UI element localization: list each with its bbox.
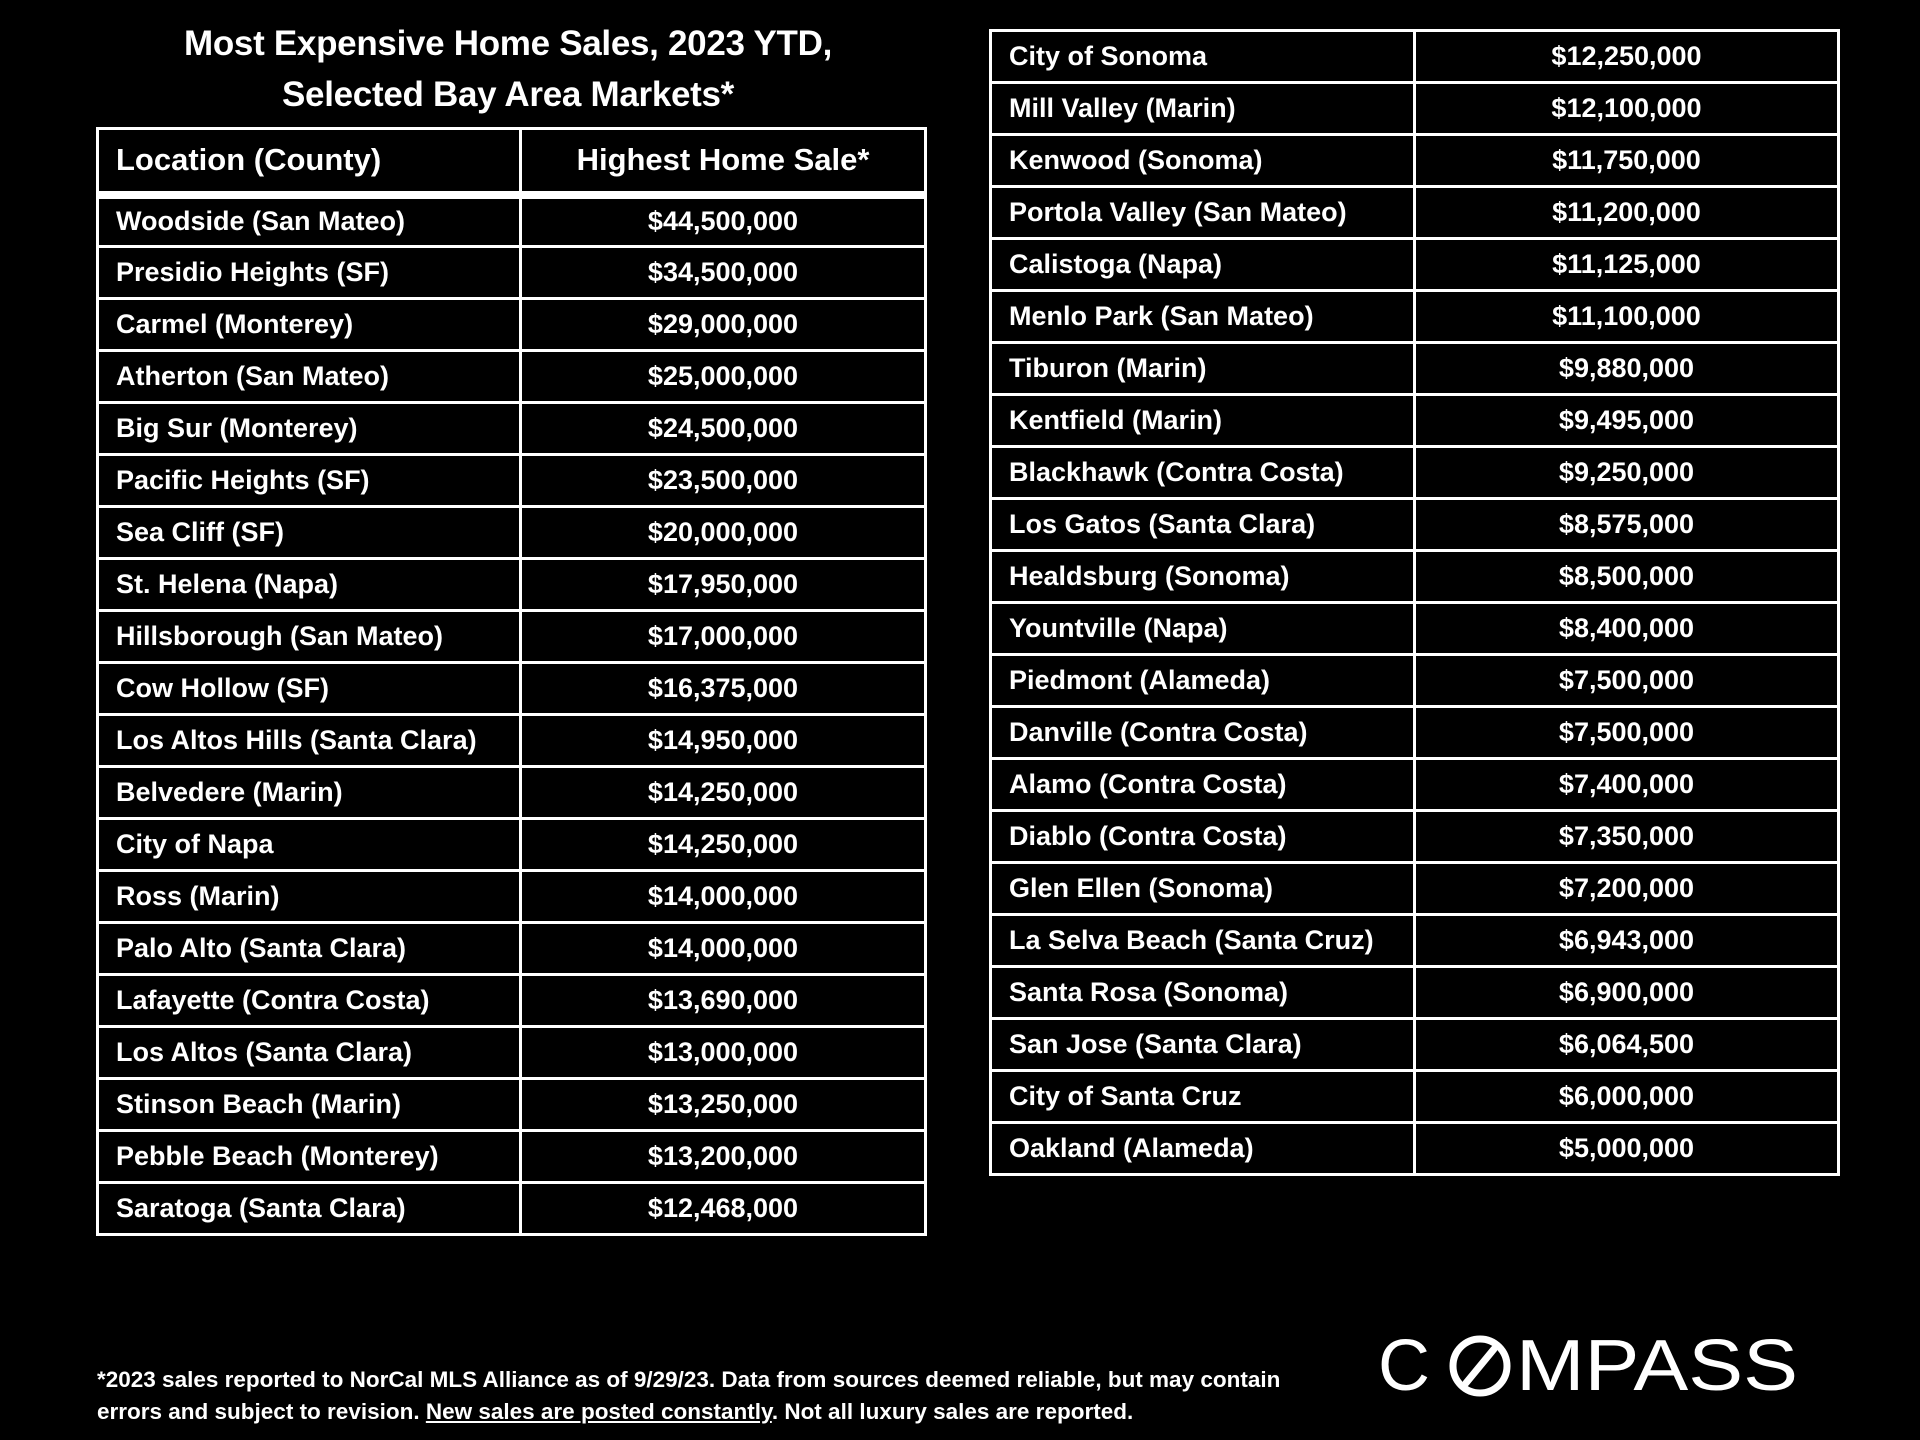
title-line-2: Selected Bay Area Markets* xyxy=(282,75,734,114)
table-row xyxy=(991,915,1839,967)
sale-price-cell: $13,690,000 xyxy=(521,975,926,1027)
location-cell: Stinson Beach (Marin) xyxy=(98,1079,521,1131)
location-cell: Palo Alto (Santa Clara) xyxy=(98,923,521,975)
location-cell: City of Sonoma xyxy=(991,31,1415,83)
sale-price-cell: $7,400,000 xyxy=(1415,759,1839,811)
table-row xyxy=(991,1123,1839,1175)
logo-letters-mpass: MPASS xyxy=(1516,1328,1798,1404)
location-cell: Glen Ellen (Sonoma) xyxy=(991,863,1415,915)
location-cell: Piedmont (Alameda) xyxy=(991,655,1415,707)
sale-price-cell: $14,250,000 xyxy=(521,767,926,819)
sale-price-cell: $5,000,000 xyxy=(1415,1123,1839,1175)
table-row xyxy=(991,967,1839,1019)
sale-price-cell: $6,064,500 xyxy=(1415,1019,1839,1071)
location-cell: Danville (Contra Costa) xyxy=(991,707,1415,759)
sale-price-cell: $6,900,000 xyxy=(1415,967,1839,1019)
table-row xyxy=(991,291,1839,343)
location-cell: City of Santa Cruz xyxy=(991,1071,1415,1123)
sale-price-cell: $11,750,000 xyxy=(1415,135,1839,187)
sale-price-cell: $23,500,000 xyxy=(521,455,926,507)
table-row xyxy=(991,1071,1839,1123)
location-cell: Diablo (Contra Costa) xyxy=(991,811,1415,863)
sale-price-cell: $12,468,000 xyxy=(521,1183,926,1235)
location-cell: Carmel (Monterey) xyxy=(98,299,521,351)
sale-price-cell: $29,000,000 xyxy=(521,299,926,351)
location-cell: City of Napa xyxy=(98,819,521,871)
sale-price-cell: $14,950,000 xyxy=(521,715,926,767)
location-cell: Oakland (Alameda) xyxy=(991,1123,1415,1175)
location-cell: Kenwood (Sonoma) xyxy=(991,135,1415,187)
location-cell: Atherton (San Mateo) xyxy=(98,351,521,403)
table-row xyxy=(991,187,1839,239)
table-row xyxy=(98,663,926,715)
location-cell: San Jose (Santa Clara) xyxy=(991,1019,1415,1071)
compass-logo xyxy=(1378,1328,1798,1404)
location-cell: Portola Valley (San Mateo) xyxy=(991,187,1415,239)
table-row xyxy=(98,1183,926,1235)
table-row xyxy=(98,507,926,559)
location-cell: Presidio Heights (SF) xyxy=(98,247,521,299)
location-cell: La Selva Beach (Santa Cruz) xyxy=(991,915,1415,967)
sale-price-cell: $8,500,000 xyxy=(1415,551,1839,603)
table-row xyxy=(98,195,926,247)
table-row xyxy=(991,863,1839,915)
table-row xyxy=(991,343,1839,395)
sale-price-cell: $11,200,000 xyxy=(1415,187,1839,239)
sale-price-cell: $44,500,000 xyxy=(521,195,926,247)
table-row xyxy=(98,351,926,403)
sale-price-cell: $13,250,000 xyxy=(521,1079,926,1131)
sale-price-cell: $7,350,000 xyxy=(1415,811,1839,863)
sale-price-cell: $9,495,000 xyxy=(1415,395,1839,447)
footnote-text-start: *2023 sales reported to NorCal MLS Alliance as of 9/29/23. Data from sources deemed reliable, but may contain errors and subject to revision. xyxy=(97,1367,1281,1424)
table-row xyxy=(98,871,926,923)
table-row xyxy=(98,1079,926,1131)
location-cell: Hillsborough (San Mateo) xyxy=(98,611,521,663)
location-cell: Santa Rosa (Sonoma) xyxy=(991,967,1415,1019)
sale-price-cell: $17,000,000 xyxy=(521,611,926,663)
table-header-row xyxy=(98,129,926,195)
location-cell: Sea Cliff (SF) xyxy=(98,507,521,559)
table-row xyxy=(991,603,1839,655)
sale-price-cell: $6,000,000 xyxy=(1415,1071,1839,1123)
sale-price-cell: $20,000,000 xyxy=(521,507,926,559)
column-header-sale: Highest Home Sale* xyxy=(521,129,926,195)
table-row xyxy=(991,707,1839,759)
location-cell: Pebble Beach (Monterey) xyxy=(98,1131,521,1183)
location-cell: Belvedere (Marin) xyxy=(98,767,521,819)
table-row xyxy=(98,715,926,767)
sale-price-cell: $9,250,000 xyxy=(1415,447,1839,499)
sale-price-cell: $8,575,000 xyxy=(1415,499,1839,551)
location-cell: Alamo (Contra Costa) xyxy=(991,759,1415,811)
table-row xyxy=(991,655,1839,707)
table-body-left xyxy=(98,195,926,1235)
table-row xyxy=(98,1131,926,1183)
table-row xyxy=(98,455,926,507)
table-row xyxy=(991,1019,1839,1071)
location-cell: Los Altos (Santa Clara) xyxy=(98,1027,521,1079)
table-row xyxy=(991,499,1839,551)
location-cell: Los Gatos (Santa Clara) xyxy=(991,499,1415,551)
location-cell: Mill Valley (Marin) xyxy=(991,83,1415,135)
title-line-1: Most Expensive Home Sales, 2023 YTD, xyxy=(183,24,832,63)
sale-price-cell: $24,500,000 xyxy=(521,403,926,455)
table-row xyxy=(98,403,926,455)
sale-price-cell: $11,100,000 xyxy=(1415,291,1839,343)
footnote xyxy=(97,1364,1337,1428)
sale-price-cell: $17,950,000 xyxy=(521,559,926,611)
sale-price-cell: $11,125,000 xyxy=(1415,239,1839,291)
column-header-location: Location (County) xyxy=(98,129,521,195)
sale-price-cell: $12,100,000 xyxy=(1415,83,1839,135)
table-row xyxy=(991,135,1839,187)
sale-price-cell: $7,500,000 xyxy=(1415,655,1839,707)
sale-price-cell: $9,880,000 xyxy=(1415,343,1839,395)
table-row xyxy=(991,395,1839,447)
table-row xyxy=(98,299,926,351)
location-cell: Kentfield (Marin) xyxy=(991,395,1415,447)
table-row xyxy=(991,811,1839,863)
sale-price-cell: $14,250,000 xyxy=(521,819,926,871)
table-row xyxy=(98,1027,926,1079)
table-row xyxy=(991,83,1839,135)
footnote-text-end: . Not all luxury sales are reported. xyxy=(771,1399,1134,1424)
location-cell: Blackhawk (Contra Costa) xyxy=(991,447,1415,499)
table-row xyxy=(98,559,926,611)
location-cell: Ross (Marin) xyxy=(98,871,521,923)
sale-price-cell: $13,000,000 xyxy=(521,1027,926,1079)
sale-price-cell: $14,000,000 xyxy=(521,923,926,975)
location-cell: Los Altos Hills (Santa Clara) xyxy=(98,715,521,767)
sale-price-cell: $8,400,000 xyxy=(1415,603,1839,655)
location-cell: Woodside (San Mateo) xyxy=(98,195,521,247)
sale-price-cell: $12,250,000 xyxy=(1415,31,1839,83)
table-row xyxy=(98,767,926,819)
location-cell: Pacific Heights (SF) xyxy=(98,455,521,507)
sales-table-left xyxy=(96,127,927,1236)
location-cell: Cow Hollow (SF) xyxy=(98,663,521,715)
location-cell: St. Helena (Napa) xyxy=(98,559,521,611)
table-row xyxy=(98,611,926,663)
logo-compass-icon xyxy=(1453,1339,1507,1393)
location-cell: Tiburon (Marin) xyxy=(991,343,1415,395)
sale-price-cell: $25,000,000 xyxy=(521,351,926,403)
table-row xyxy=(98,819,926,871)
table-row xyxy=(991,447,1839,499)
table-row xyxy=(991,551,1839,603)
sale-price-cell: $16,375,000 xyxy=(521,663,926,715)
location-cell: Big Sur (Monterey) xyxy=(98,403,521,455)
table-body-right xyxy=(991,31,1839,1175)
location-cell: Healdsburg (Sonoma) xyxy=(991,551,1415,603)
sale-price-cell: $7,200,000 xyxy=(1415,863,1839,915)
location-cell: Calistoga (Napa) xyxy=(991,239,1415,291)
table-row xyxy=(98,975,926,1027)
sales-table-right xyxy=(989,29,1840,1176)
table-row xyxy=(991,759,1839,811)
table-row xyxy=(991,31,1839,83)
table-row xyxy=(991,239,1839,291)
location-cell: Menlo Park (San Mateo) xyxy=(991,291,1415,343)
location-cell: Yountville (Napa) xyxy=(991,603,1415,655)
footnote-link-new-sales[interactable]: New sales are posted constantly xyxy=(425,1399,772,1424)
sale-price-cell: $13,200,000 xyxy=(521,1131,926,1183)
sale-price-cell: $7,500,000 xyxy=(1415,707,1839,759)
sale-price-cell: $6,943,000 xyxy=(1415,915,1839,967)
location-cell: Saratoga (Santa Clara) xyxy=(98,1183,521,1235)
table-row xyxy=(98,247,926,299)
chart-title xyxy=(96,18,920,120)
location-cell: Lafayette (Contra Costa) xyxy=(98,975,521,1027)
sale-price-cell: $34,500,000 xyxy=(521,247,926,299)
sale-price-cell: $14,000,000 xyxy=(521,871,926,923)
logo-letter-c: C xyxy=(1378,1328,1430,1404)
table-row xyxy=(98,923,926,975)
